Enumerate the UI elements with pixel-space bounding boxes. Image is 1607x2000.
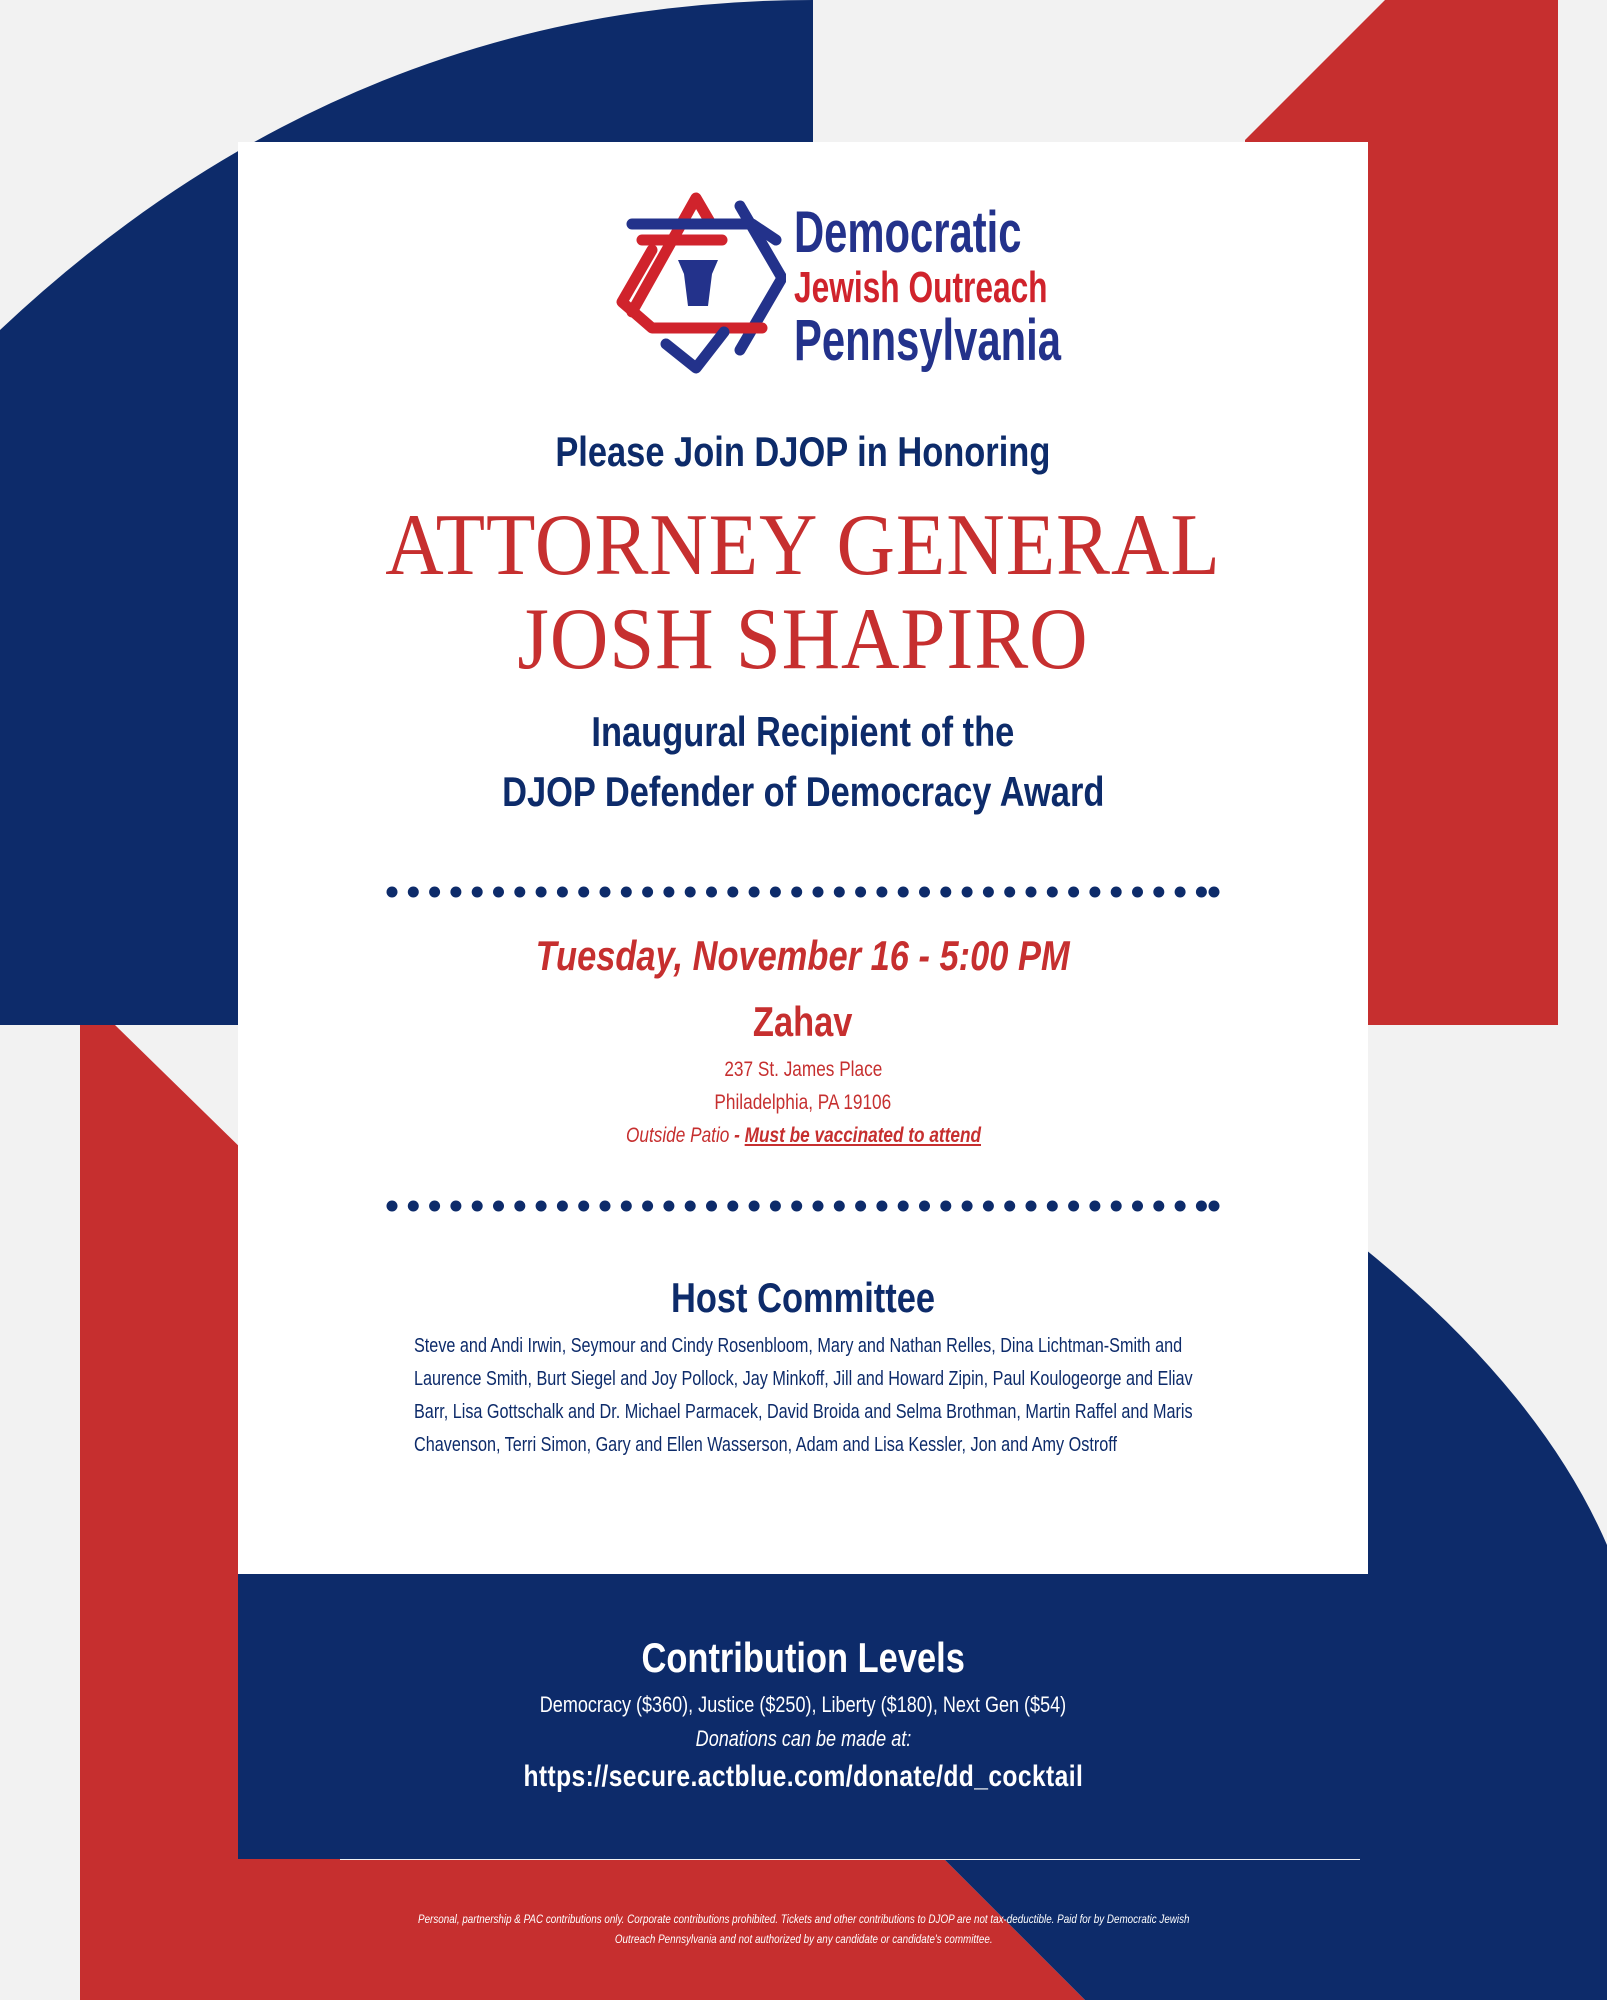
venue-location-note <box>238 1124 1368 1148</box>
donation-link[interactable]: https://secure.actblue.com/donate/dd_cocktail <box>523 1760 1083 1793</box>
dotted-divider-top <box>385 885 1221 899</box>
logo-line-pennsylvania: Pennsylvania <box>794 308 1061 373</box>
divider-dots <box>387 1201 1220 1212</box>
event-venue: Zahav <box>753 998 853 1045</box>
invitation-intro: Please Join DJOP in Honoring <box>555 428 1051 475</box>
logo-line-democratic: Democratic <box>794 200 1022 265</box>
honoree-line-1: ATTORNEY GENERAL <box>385 497 1221 594</box>
donation-note: Donations can be made at: <box>695 1726 911 1751</box>
honoree-name <box>238 497 1368 690</box>
award-line-1: Inaugural Recipient of the <box>591 708 1015 755</box>
contribution-levels: Democracy ($360), Justice ($250), Liberty ($180), Next Gen ($54) <box>539 1692 1067 1717</box>
host-committee-members: Steve and Andi Irwin, Seymour and Cindy Rosenbloom, Mary and Nathan Relles, Dina Lichtman-Smith and Laurence Smith, Burt Siegel and Joy Pollock, Jay Minkoff, Jill and Howard Zipin, Paul Koulogeorge and Eliav Barr, Lisa Gottschalk and Dr. Michael Parmacek, David Broida and Selma Brothman, Martin Raffel and Maris Chavenson, Terri Simon, Gary and Ellen Wasserson, Adam and Lisa Kessler, Jon and Amy Ostroff <box>414 1335 1193 1456</box>
logo-wordmark <box>794 200 1165 373</box>
dotted-divider-bottom <box>385 1199 1221 1213</box>
invitation-card <box>238 142 1368 1574</box>
vaccination-requirement: Must be vaccinated to attend <box>744 1124 981 1147</box>
logo-line-jewish-outreach: Jewish Outreach <box>794 263 1048 312</box>
venue-address-city: Philadelphia, PA 19106 <box>714 1091 892 1114</box>
honoree-line-2: JOSH SHAPIRO <box>517 591 1089 688</box>
location-note-text: Outside Patio <box>625 1124 729 1147</box>
legal-disclaimer: Personal, partnership & PAC contributions only. Corporate contributions prohibited. Tickets and other contributions to DJOP are not tax-deductible. Paid for by Democratic Jewish Outreach Pennsylvania and not authorized by any candidate or candidate's committee. <box>418 1912 1190 1946</box>
award-line-2: DJOP Defender of Democracy Award <box>501 768 1105 815</box>
event-date-time: Tuesday, November 16 - 5:00 PM <box>535 932 1071 979</box>
award-description <box>238 702 1368 822</box>
divider-dots <box>387 887 1220 898</box>
star-of-david-keystone-icon <box>612 182 786 382</box>
venue-address-street: 237 St. James Place <box>724 1058 882 1081</box>
organization-logo <box>238 182 1368 392</box>
host-committee-title: Host Committee <box>670 1274 936 1321</box>
location-note-separator: - <box>728 1124 745 1147</box>
contribution-title: Contribution Levels <box>641 1634 965 1681</box>
contribution-section <box>238 1574 1368 1859</box>
